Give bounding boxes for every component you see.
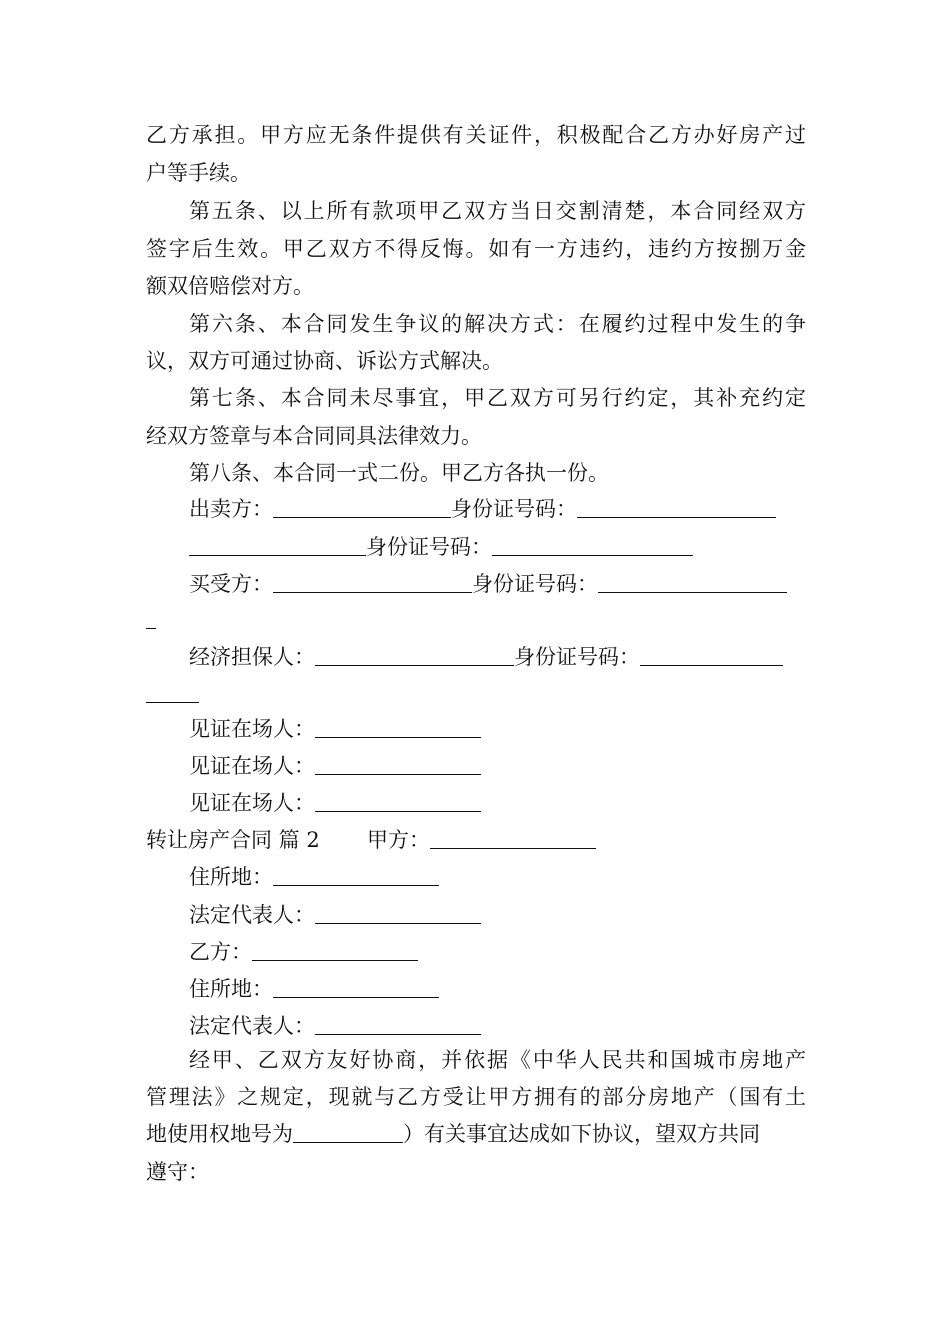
buyer-id-overflow: [146, 604, 156, 636]
witness-label: 见证在场人：: [189, 791, 315, 815]
id-label: 身份证号码：: [451, 497, 577, 521]
paragraph-text: ）有关事宜达成如下协议，望双方共同: [403, 1122, 760, 1146]
clause-six: 第六条、本合同发生争议的解决方式：在履约过程中发生的争: [189, 312, 806, 336]
witness-row-1: [189, 713, 481, 745]
agreement-intro: 经甲、乙双方友好协商，并依据《中华人民共和国城市房地产: [189, 1048, 806, 1072]
paragraph-line: 额双倍赔偿对方。: [146, 274, 314, 298]
buyer-name-field[interactable]: [273, 570, 472, 593]
party-b-address-field[interactable]: [273, 975, 439, 998]
legal-rep-label: 法定代表人：: [189, 903, 315, 927]
paragraph-line: 经双方签章与本合同同具法律效力。: [146, 424, 482, 448]
id-label: 身份证号码：: [472, 572, 598, 596]
party-b-label: 乙方：: [189, 940, 252, 964]
seller-name-field[interactable]: [273, 495, 451, 518]
party-b-rep-field[interactable]: [315, 1012, 481, 1035]
seller-row-2: [189, 531, 693, 563]
witness-label: 见证在场人：: [189, 754, 315, 778]
clause-seven: 第七条、本合同未尽事宜，甲乙双方可另行约定，其补充约定: [189, 386, 806, 410]
witness-row-3: [189, 787, 481, 819]
id-label: 身份证号码：: [514, 645, 640, 669]
party-b-row: [189, 936, 418, 968]
land-number-field[interactable]: [293, 1120, 403, 1143]
legal-rep-label: 法定代表人：: [189, 1014, 315, 1038]
party-b-rep-row: [189, 1010, 481, 1042]
section-title-2: 转让房产合同 篇 2: [146, 828, 320, 852]
guarantor-id-field[interactable]: [640, 643, 783, 666]
seller-label: 出卖方：: [189, 497, 273, 521]
clause-five: 第五条、以上所有款项甲乙双方当日交割清楚，本合同经双方: [189, 199, 806, 223]
seller-id-field-2[interactable]: [492, 533, 693, 556]
guarantor-row: [189, 641, 783, 673]
guarantor-id-field-cont[interactable]: [146, 680, 199, 703]
paragraph-line: 签字后生效。甲乙双方不得反悔。如有一方违约，违约方按捌万金: [146, 237, 806, 261]
paragraph-line: 管理法》之规定，现就与乙方受让甲方拥有的部分房地产（国有土: [146, 1085, 806, 1109]
witness-label: 见证在场人：: [189, 717, 315, 741]
buyer-id-field[interactable]: [598, 570, 787, 593]
seller-name-field-2[interactable]: [189, 533, 366, 556]
buyer-row: [189, 568, 787, 600]
party-a-rep-field[interactable]: [315, 901, 481, 924]
party-a-address-row: [189, 861, 439, 893]
seller-row: [189, 493, 776, 525]
guarantor-name-field[interactable]: [315, 643, 514, 666]
party-b-field[interactable]: [252, 938, 418, 961]
witness-field-1[interactable]: [315, 715, 481, 738]
clause-eight: 第八条、本合同一式二份。甲乙方各执一份。: [189, 461, 609, 485]
witness-row-2: [189, 750, 481, 782]
seller-id-field[interactable]: [577, 495, 776, 518]
witness-field-3[interactable]: [315, 789, 481, 812]
witness-field-2[interactable]: [315, 752, 481, 775]
party-a-row: [367, 824, 596, 856]
paragraph-line: 议，双方可通过协商、诉讼方式解决。: [146, 349, 503, 373]
paragraph-line: 乙方承担。甲方应无条件提供有关证件，积极配合乙方办好房产过: [146, 123, 806, 147]
guarantor-id-overflow: [146, 678, 199, 710]
party-b-address-row: [189, 973, 439, 1005]
paragraph-line: 遵守：: [146, 1160, 209, 1184]
id-label: 身份证号码：: [366, 535, 492, 559]
address-label: 住所地：: [189, 977, 273, 1001]
party-a-rep-row: [189, 899, 481, 931]
address-label: 住所地：: [189, 865, 273, 889]
land-number-label: 地使用权地号为: [146, 1122, 293, 1146]
party-a-address-field[interactable]: [273, 863, 439, 886]
buyer-id-field-cont[interactable]: [146, 606, 156, 629]
paragraph-line: 户等手续。: [146, 161, 251, 185]
buyer-label: 买受方：: [189, 572, 273, 596]
party-a-field[interactable]: [430, 826, 596, 849]
party-a-label: 甲方：: [367, 828, 430, 852]
guarantor-label: 经济担保人：: [189, 645, 315, 669]
land-number-row: [146, 1118, 806, 1150]
